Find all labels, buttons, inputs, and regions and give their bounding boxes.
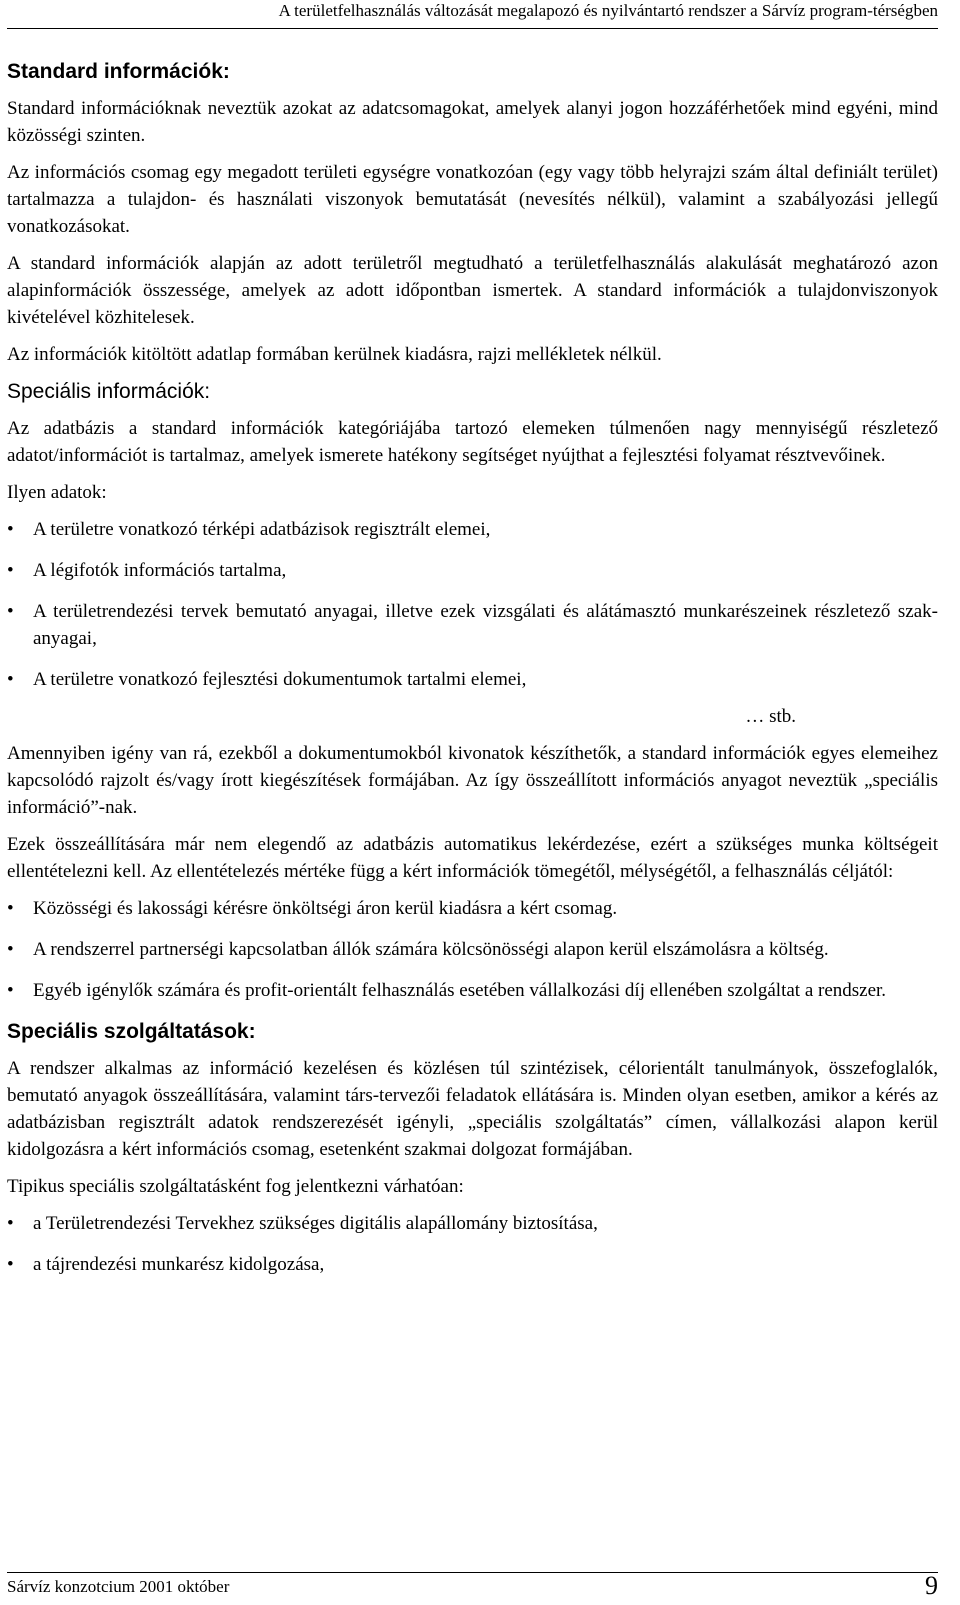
paragraph: A standard információk alapján az adott területről megtudható a területfelhasználás alakulását meghatározó azon alapinformációk összessége, amelyek az adott időpontban ismertek. A standard információk a tulajdonviszonyok kivételével közhitelesek. <box>7 253 938 328</box>
list-item: • A rendszerrel partnerségi kapcsolatban állók számára kölcsönösségi alapon kerül elszámolásra a költség. <box>7 936 938 963</box>
footer-text: Sárvíz konzotcium 2001 október <box>7 1577 230 1596</box>
paragraph: Standard információknak neveztük azokat az adatcsomagokat, amelyek alanyi jogon hozzáférhetőek mind egyéni, mind közösségi szinten. <box>7 98 938 146</box>
bullet-icon: • <box>7 669 14 690</box>
list-item: • A területre vonatkozó fejlesztési dokumentumok tartalmi elemei, <box>7 666 938 693</box>
bullet-icon: • <box>7 1254 14 1275</box>
running-header: A területfelhasználás változását megalapozó és nyilvántartó rendszer a Sárvíz program-térségben <box>278 1 938 20</box>
page-number: 9 <box>925 1571 938 1600</box>
bullet-icon: • <box>7 560 14 581</box>
list-item: • A területrendezési tervek bemutató anyagai, illetve ezek vizsgálati és alátámasztó munkarészeinek részletező szak-anyagai, <box>7 598 938 652</box>
etc-note: … stb. <box>745 706 796 727</box>
bullet-icon: • <box>7 939 14 960</box>
list-item: • Közösségi és lakossági kérésre önköltségi áron kerül kiadásra a kért csomag. <box>7 895 938 922</box>
list-item: • a tájrendezési munkarész kidolgozása, <box>7 1251 938 1278</box>
paragraph: A rendszer alkalmas az információ kezelésen és közlésen túl szintézisek, célorientált tanulmányok, összefoglalók, bemutató anyagok összeállítására, valamint társ-tervezői feladatok ellátására is. Minden olyan esetben, amikor a kérés az adatbázisban regisztrált adatok rendszerezését igényli, „speciális szolgáltatás” címen, vállalkozási alapon kerül kidolgozásra a kért információs csomag, esetenként szakmai dolgozat formájában. <box>7 1058 938 1160</box>
footer-divider <box>7 1572 938 1573</box>
list-item: • A légifotók információs tartalma, <box>7 557 938 584</box>
paragraph: Ilyen adatok: <box>7 482 107 503</box>
list-item: • a Területrendezési Tervekhez szükséges digitális alapállomány biztosítása, <box>7 1210 938 1237</box>
bullet-icon: • <box>7 980 14 1001</box>
bullet-icon: • <box>7 601 14 622</box>
bullet-list-pricing <box>7 895 938 1004</box>
paragraph: Az információs csomag egy megadott területi egységre vonatkozóan (egy vagy több helyrajzi szám által definiált terület) tartalmazza a tulajdon- és használati viszonyok bemutatását (nevesítés nélkül), valamint a szabályozási jellegű vonatkozásokat. <box>7 162 938 237</box>
paragraph: Az információk kitöltött adatlap formában kerülnek kiadásra, rajzi mellékletek nélkül. <box>7 344 662 365</box>
bullet-list-data-types <box>7 516 938 693</box>
bullet-icon: • <box>7 519 14 540</box>
paragraph: Az adatbázis a standard információk kategóriájába tartozó elemeken túlmenően nagy mennyiségű részletező adatot/információt is tartalmaz, amelyek ismerete hatékony segítséget nyújthat a fejlesztési folyamat résztvevőinek. <box>7 418 938 466</box>
section-special-info <box>7 378 938 1004</box>
page-content <box>7 58 938 1292</box>
section-standard-info <box>7 58 938 368</box>
heading-special-services: Speciális szolgáltatások: <box>7 1020 256 1043</box>
heading-special-info: Speciális információk: <box>7 380 211 403</box>
section-special-services <box>7 1018 938 1278</box>
heading-standard-info: Standard információk: <box>7 60 230 83</box>
bullet-list-services <box>7 1210 938 1278</box>
paragraph: Amennyiben igény van rá, ezekből a dokumentumokból kivonatok készíthetők, a standard információk egyes elemeihez kapcsolódó rajzolt és/vagy írott kiegészítések formájában. Az így összeállított információs anyagot neveztük „speciális információ”-nak. <box>7 743 938 818</box>
list-item: • A területre vonatkozó térképi adatbázisok regisztrált elemei, <box>7 516 938 543</box>
bullet-icon: • <box>7 1213 14 1234</box>
list-item: • Egyéb igénylők számára és profit-orientált felhasználás esetében vállalkozási díj ellenében szolgáltat a rendszer. <box>7 977 938 1004</box>
bullet-icon: • <box>7 898 14 919</box>
paragraph: Tipikus speciális szolgáltatásként fog jelentkezni várhatóan: <box>7 1176 464 1197</box>
header-divider <box>7 28 938 29</box>
paragraph: Ezek összeállítására már nem elegendő az adatbázis automatikus lekérdezése, ezért a szükséges munka költségeit ellentételezni kell. Az ellentételezés mértéke függ a kért információk tömegétől, mélységétől, a felhasználás céljától: <box>7 834 938 882</box>
